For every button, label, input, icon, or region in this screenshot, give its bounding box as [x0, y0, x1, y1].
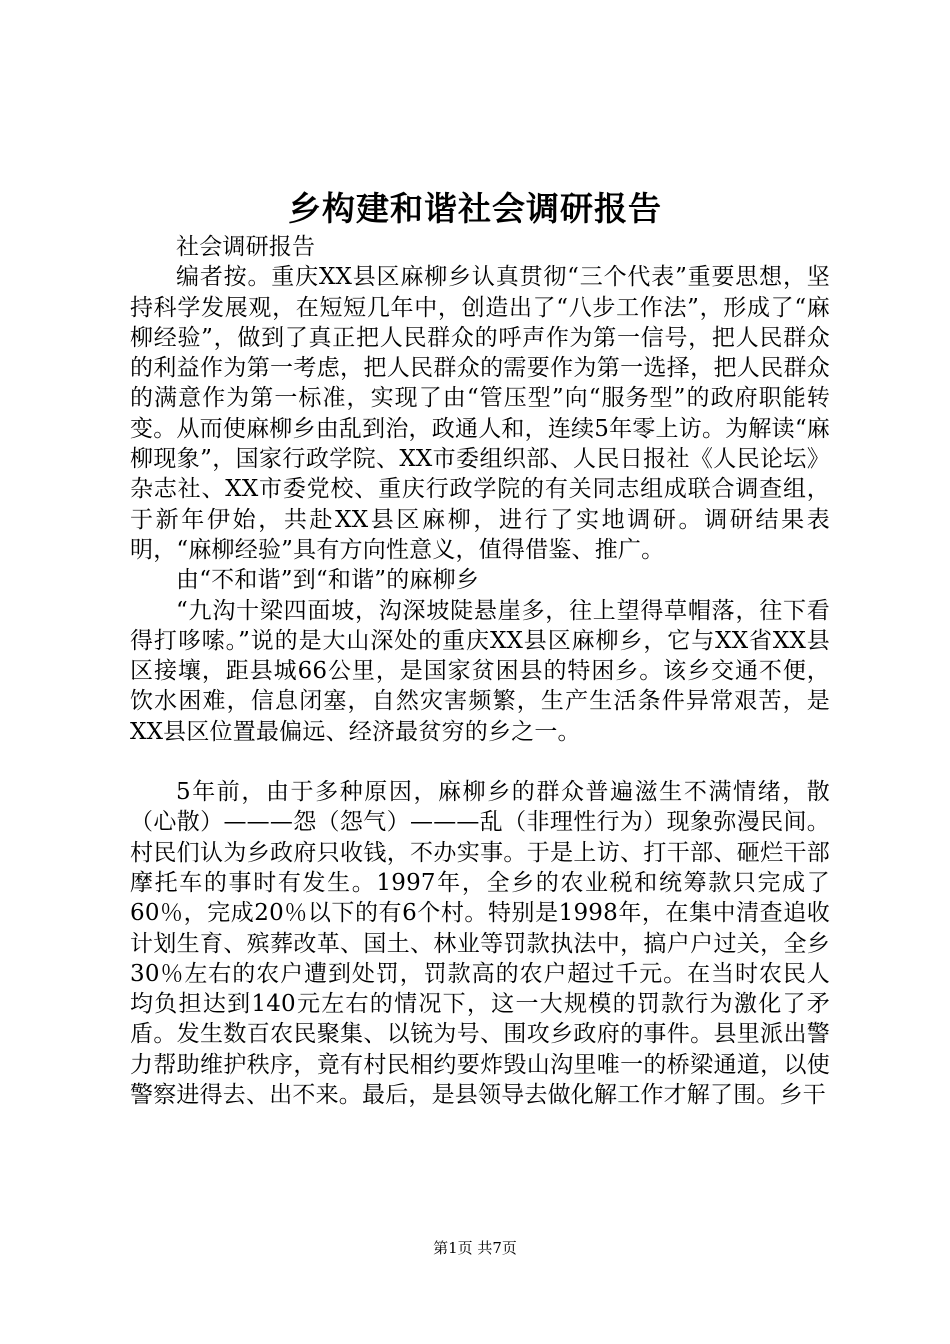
page-number-footer: 第1页 共7页: [433, 1239, 517, 1257]
paragraph-intro: “九沟十梁四面坡，沟深坡陡悬崖多，往上望得草帽落，往下看得打哆嗦。”说的是大山深处的重庆XX县区麻柳乡，它与XX省XX县区接壤，距县城66公里，是国家贫困县的特困乡。该乡交通不便，饮水困难，信息闭塞，自然灾害频繁，生产生活条件异常艰苦，是XX县区位置最偏远、经济最贫穷的乡之一。: [130, 597, 830, 745]
document-title: 乡构建和谐社会调研报告: [288, 189, 662, 228]
paragraph-subtitle: 社会调研报告: [176, 234, 316, 260]
document-body: [130, 232, 830, 1110]
paragraph-editor-note: 编者按。重庆XX县区麻柳乡认真贯彻“三个代表”重要思想，坚持科学发展观，在短短几年中，创造出了“八步工作法”，形成了“麻柳经验”，做到了真正把人民群众的呼声作为第一信号，把人民群众的利益作为第一考虑，把人民群众的需要作为第一选择，把人民群众的满意作为第一标准，实现了由“管压型”向“服务型”的政府职能转变。从而使麻柳乡由乱到治，政通人和，连续5年零上访。为解读“麻柳现象”，国家行政学院、XX市委组织部、人民日报社《人民论坛》杂志社、XX市委党校、重庆行政学院的有关同志组成联合调查组，于新年伊始，共赴XX县区麻柳，进行了实地调研。调研结果表明，“麻柳经验”具有方向性意义，值得借鉴、推广。: [130, 264, 830, 563]
paragraph-section-heading: 由“不和谐”到“和谐”的麻柳乡: [176, 567, 480, 594]
paragraph-history: 5年前，由于多种原因，麻柳乡的群众普遍滋生不满情绪，散（心散）———怨（怨气）———乱（非理性行为）现象弥漫民间。村民们认为乡政府只收钱，不办实事。于是上访、打干部、砸烂干部摩托车的事时有发生。1997年，全乡的农业税和统筹款只完成了60％，完成20％以下的有6个村。特别是1998年，在集中清查追收计划生育、殡葬改革、国土、林业等罚款执法中，搞户户过关，全乡30％左右的农户遭到处罚，罚款高的农户超过千元。在当时农民人均负担达到140元左右的情况下，这一大规模的罚款行为激化了矛盾。发生数百农民聚集、以铳为号、围攻乡政府的事件。县里派出警力帮助维护秩序，竟有村民相约要炸毁山沟里唯一的桥梁通道，以使警察进得去、出不来。最后，是县领导去做化解工作才解了围。乡干: [130, 779, 830, 1109]
